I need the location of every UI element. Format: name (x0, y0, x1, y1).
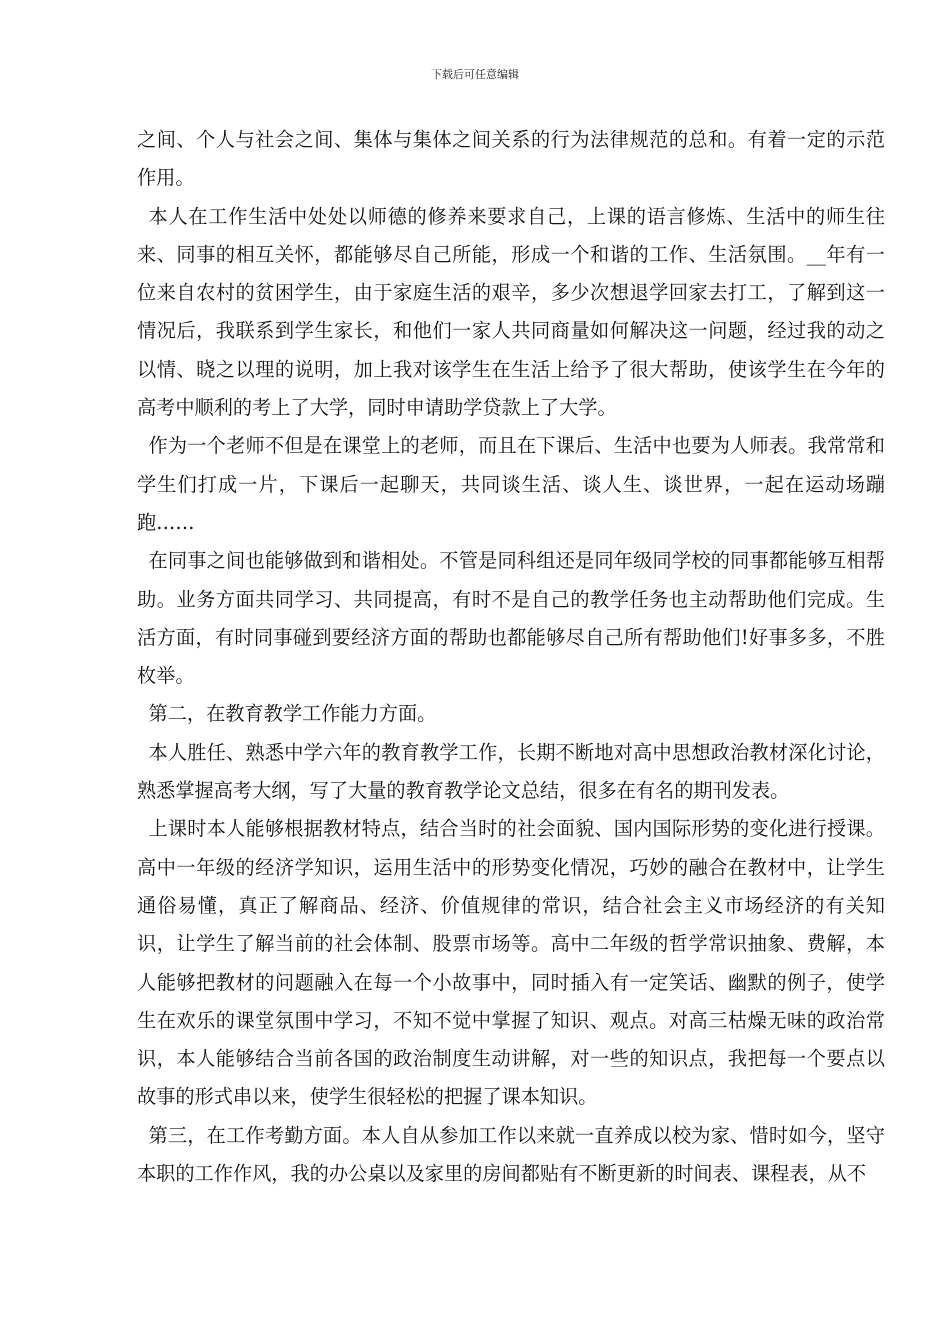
paragraph-continuation: 之间、个人与社会之间、集体与集体之间关系的行为法律规范的总和。有着一定的示范作用。 (137, 128, 885, 190)
paragraph-colleagues: 在同事之间也能够做到和谐相处。不管是同科组还是同年级同学校的同事都能够互相帮助。业务方面共同学习、共同提高，有时不是自己的教学任务也主动帮助他们完成。生活方面，有时同事碰到要经济方面的帮助也都能够尽自己所有帮助他们!好事多多，不胜枚举。 (137, 549, 885, 688)
paragraph-classroom-teaching: 上课时本人能够根据教材特点，结合当时的社会面貌、国内国际形势的变化进行授课。高中一年级的经济学知识，运用生活中的形势变化情况，巧妙的融合在教材中，让学生通俗易懂，真正了解商品、经济、价值规律的常识，结合社会主义市场经济的有关知识，让学生了解当前的社会体制、股票市场等。高中二年级的哲学常识抽象、费解，本人能够把教材的问题融入在每一个小故事中，同时插入有一定笑话、幽默的例子，使学生在欢乐的课堂氛围中学习，不知不觉中掌握了知识、观点。对高三枯燥无味的政治常识，本人能够结合当前各国的政治制度生动讲解，对一些的知识点，我把每一个要点以故事的形式串以来，使学生很轻松的把握了课本知识。 (137, 817, 885, 1109)
paragraph-teacher-ethics: 本人在工作生活中处处以师德的修养来要求自己，上课的语言修炼、生活中的师生往来、同事的相互关怀，都能够尽自己所能，形成一个和谐的工作、生活氛围。__年有一位来自农村的贫困学生，由于家庭生活的艰辛，多少次想退学回家去打工，了解到这一情况后，我联系到学生家长，和他们一家人共同商量如何解决这一问题，经过我的动之以情、晓之以理的说明，加上我对该学生在生活上给予了很大帮助，使该学生在今年的高考中顺利的考上了大学，同时申请助学贷款上了大学。 (137, 204, 885, 420)
document-body (137, 121, 885, 1193)
paragraph-attendance: 第三，在工作考勤方面。本人自从参加工作以来就一直养成以校为家、惜时如今，坚守本职的工作作风，我的办公桌以及家里的房间都贴有不断更新的时间表、课程表，从不 (137, 1123, 885, 1186)
paragraph-role-model: 作为一个老师不但是在课堂上的老师，而且在下课后、生活中也要为人师表。我常常和学生们打成一片，下课后一起聊天，共同谈生活、谈人生、谈世界，一起在运动场蹦跑…… (137, 434, 885, 534)
paragraph-competence: 本人胜任、熟悉中学六年的教育教学工作，长期不断地对高中思想政治教材深化讨论，熟悉掌握高考大纲，写了大量的教育教学论文总结，很多在有名的期刊发表。 (137, 740, 885, 803)
page-header: 下载后可任意编辑 (431, 68, 519, 81)
section-heading-teaching-ability: 第二，在教育教学工作能力方面。 (148, 702, 437, 726)
